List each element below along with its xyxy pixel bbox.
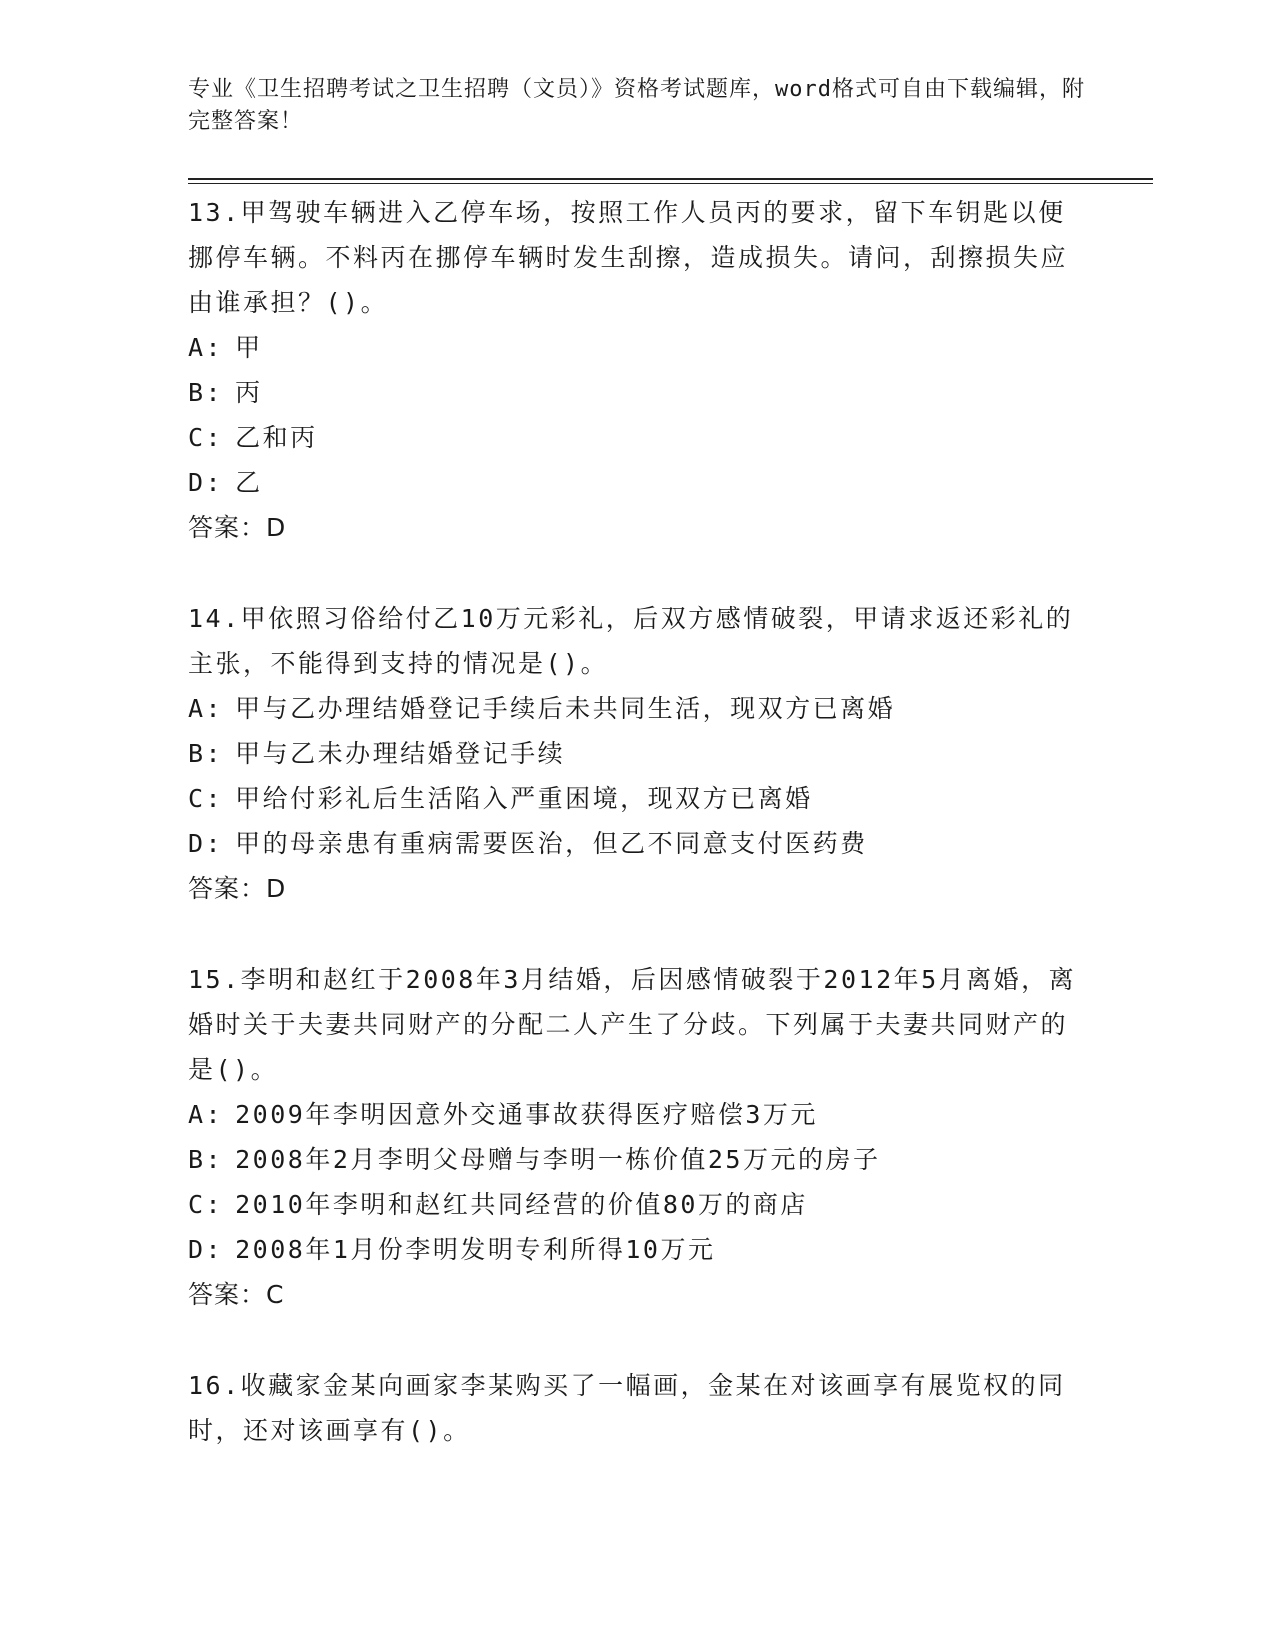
question-16 — [188, 1363, 1088, 1453]
option-letter: B: — [188, 739, 224, 768]
option-text: 甲与乙未办理结婚登记手续 — [235, 739, 566, 768]
option-letter: D: — [188, 1235, 224, 1264]
option-a — [188, 325, 1088, 370]
option-text: 乙 — [235, 468, 263, 497]
option-b — [188, 1137, 1088, 1182]
question-list — [188, 190, 1088, 1499]
answer-line: 答案：D — [188, 513, 287, 542]
question-stem: 13.甲驾驶车辆进入乙停车场，按照工作人员丙的要求，留下车钥匙以便挪停车辆。不料丙在挪停车辆时发生刮擦，造成损失。请问，刮擦损失应由谁承担？()。 — [188, 198, 1069, 317]
document-header: 专业《卫生招聘考试之卫生招聘（文员）》资格考试题库，word格式可自由下载编辑，附完整答案！ — [188, 77, 1085, 134]
option-letter: D: — [188, 829, 224, 858]
option-b — [188, 731, 1088, 776]
option-text: 甲与乙办理结婚登记手续后未共同生活，现双方已离婚 — [235, 694, 896, 723]
header-rule-thin — [188, 183, 1153, 184]
option-letter: B: — [188, 1145, 224, 1174]
option-text: 2010年李明和赵红共同经营的价值80万的商店 — [235, 1190, 808, 1219]
option-letter: C: — [188, 1190, 224, 1219]
option-letter: A: — [188, 333, 224, 362]
option-text: 乙和丙 — [235, 423, 318, 452]
option-d — [188, 460, 1088, 505]
question-stem: 15.李明和赵红于2008年3月结婚，后因感情破裂于2012年5月离婚，离婚时关于夫妻共同财产的分配二人产生了分歧。下列属于夫妻共同财产的是()。 — [188, 965, 1077, 1084]
question-14 — [188, 596, 1088, 911]
question-13 — [188, 190, 1088, 550]
option-text: 甲 — [235, 333, 263, 362]
option-c — [188, 1182, 1088, 1227]
answer-line: 答案：C — [188, 1280, 285, 1309]
option-a — [188, 1092, 1088, 1137]
option-text: 2008年2月李明父母赠与李明一栋价值25万元的房子 — [235, 1145, 881, 1174]
option-letter: C: — [188, 423, 224, 452]
option-text: 丙 — [235, 378, 263, 407]
header-rule-thick — [188, 178, 1153, 180]
question-stem: 16.收藏家金某向画家李某购买了一幅画，金某在对该画享有展览权的同时，还对该画享有()。 — [188, 1371, 1066, 1445]
option-text: 2008年1月份李明发明专利所得10万元 — [235, 1235, 716, 1264]
option-d — [188, 1227, 1088, 1272]
option-b — [188, 370, 1088, 415]
option-letter: C: — [188, 784, 224, 813]
answer-line: 答案：D — [188, 874, 287, 903]
option-letter: A: — [188, 1100, 224, 1129]
option-text: 甲给付彩礼后生活陷入严重困境，现双方已离婚 — [235, 784, 813, 813]
option-text: 2009年李明因意外交通事故获得医疗赔偿3万元 — [235, 1100, 818, 1129]
option-letter: A: — [188, 694, 224, 723]
option-a — [188, 686, 1088, 731]
option-text: 甲的母亲患有重病需要医治，但乙不同意支付医药费 — [235, 829, 868, 858]
question-15 — [188, 957, 1088, 1317]
option-c — [188, 776, 1088, 821]
option-c — [188, 415, 1088, 460]
option-d — [188, 821, 1088, 866]
option-letter: D: — [188, 468, 224, 497]
option-letter: B: — [188, 378, 224, 407]
question-stem: 14.甲依照习俗给付乙10万元彩礼，后双方感情破裂，甲请求返还彩礼的主张，不能得到支持的情况是()。 — [188, 604, 1074, 678]
